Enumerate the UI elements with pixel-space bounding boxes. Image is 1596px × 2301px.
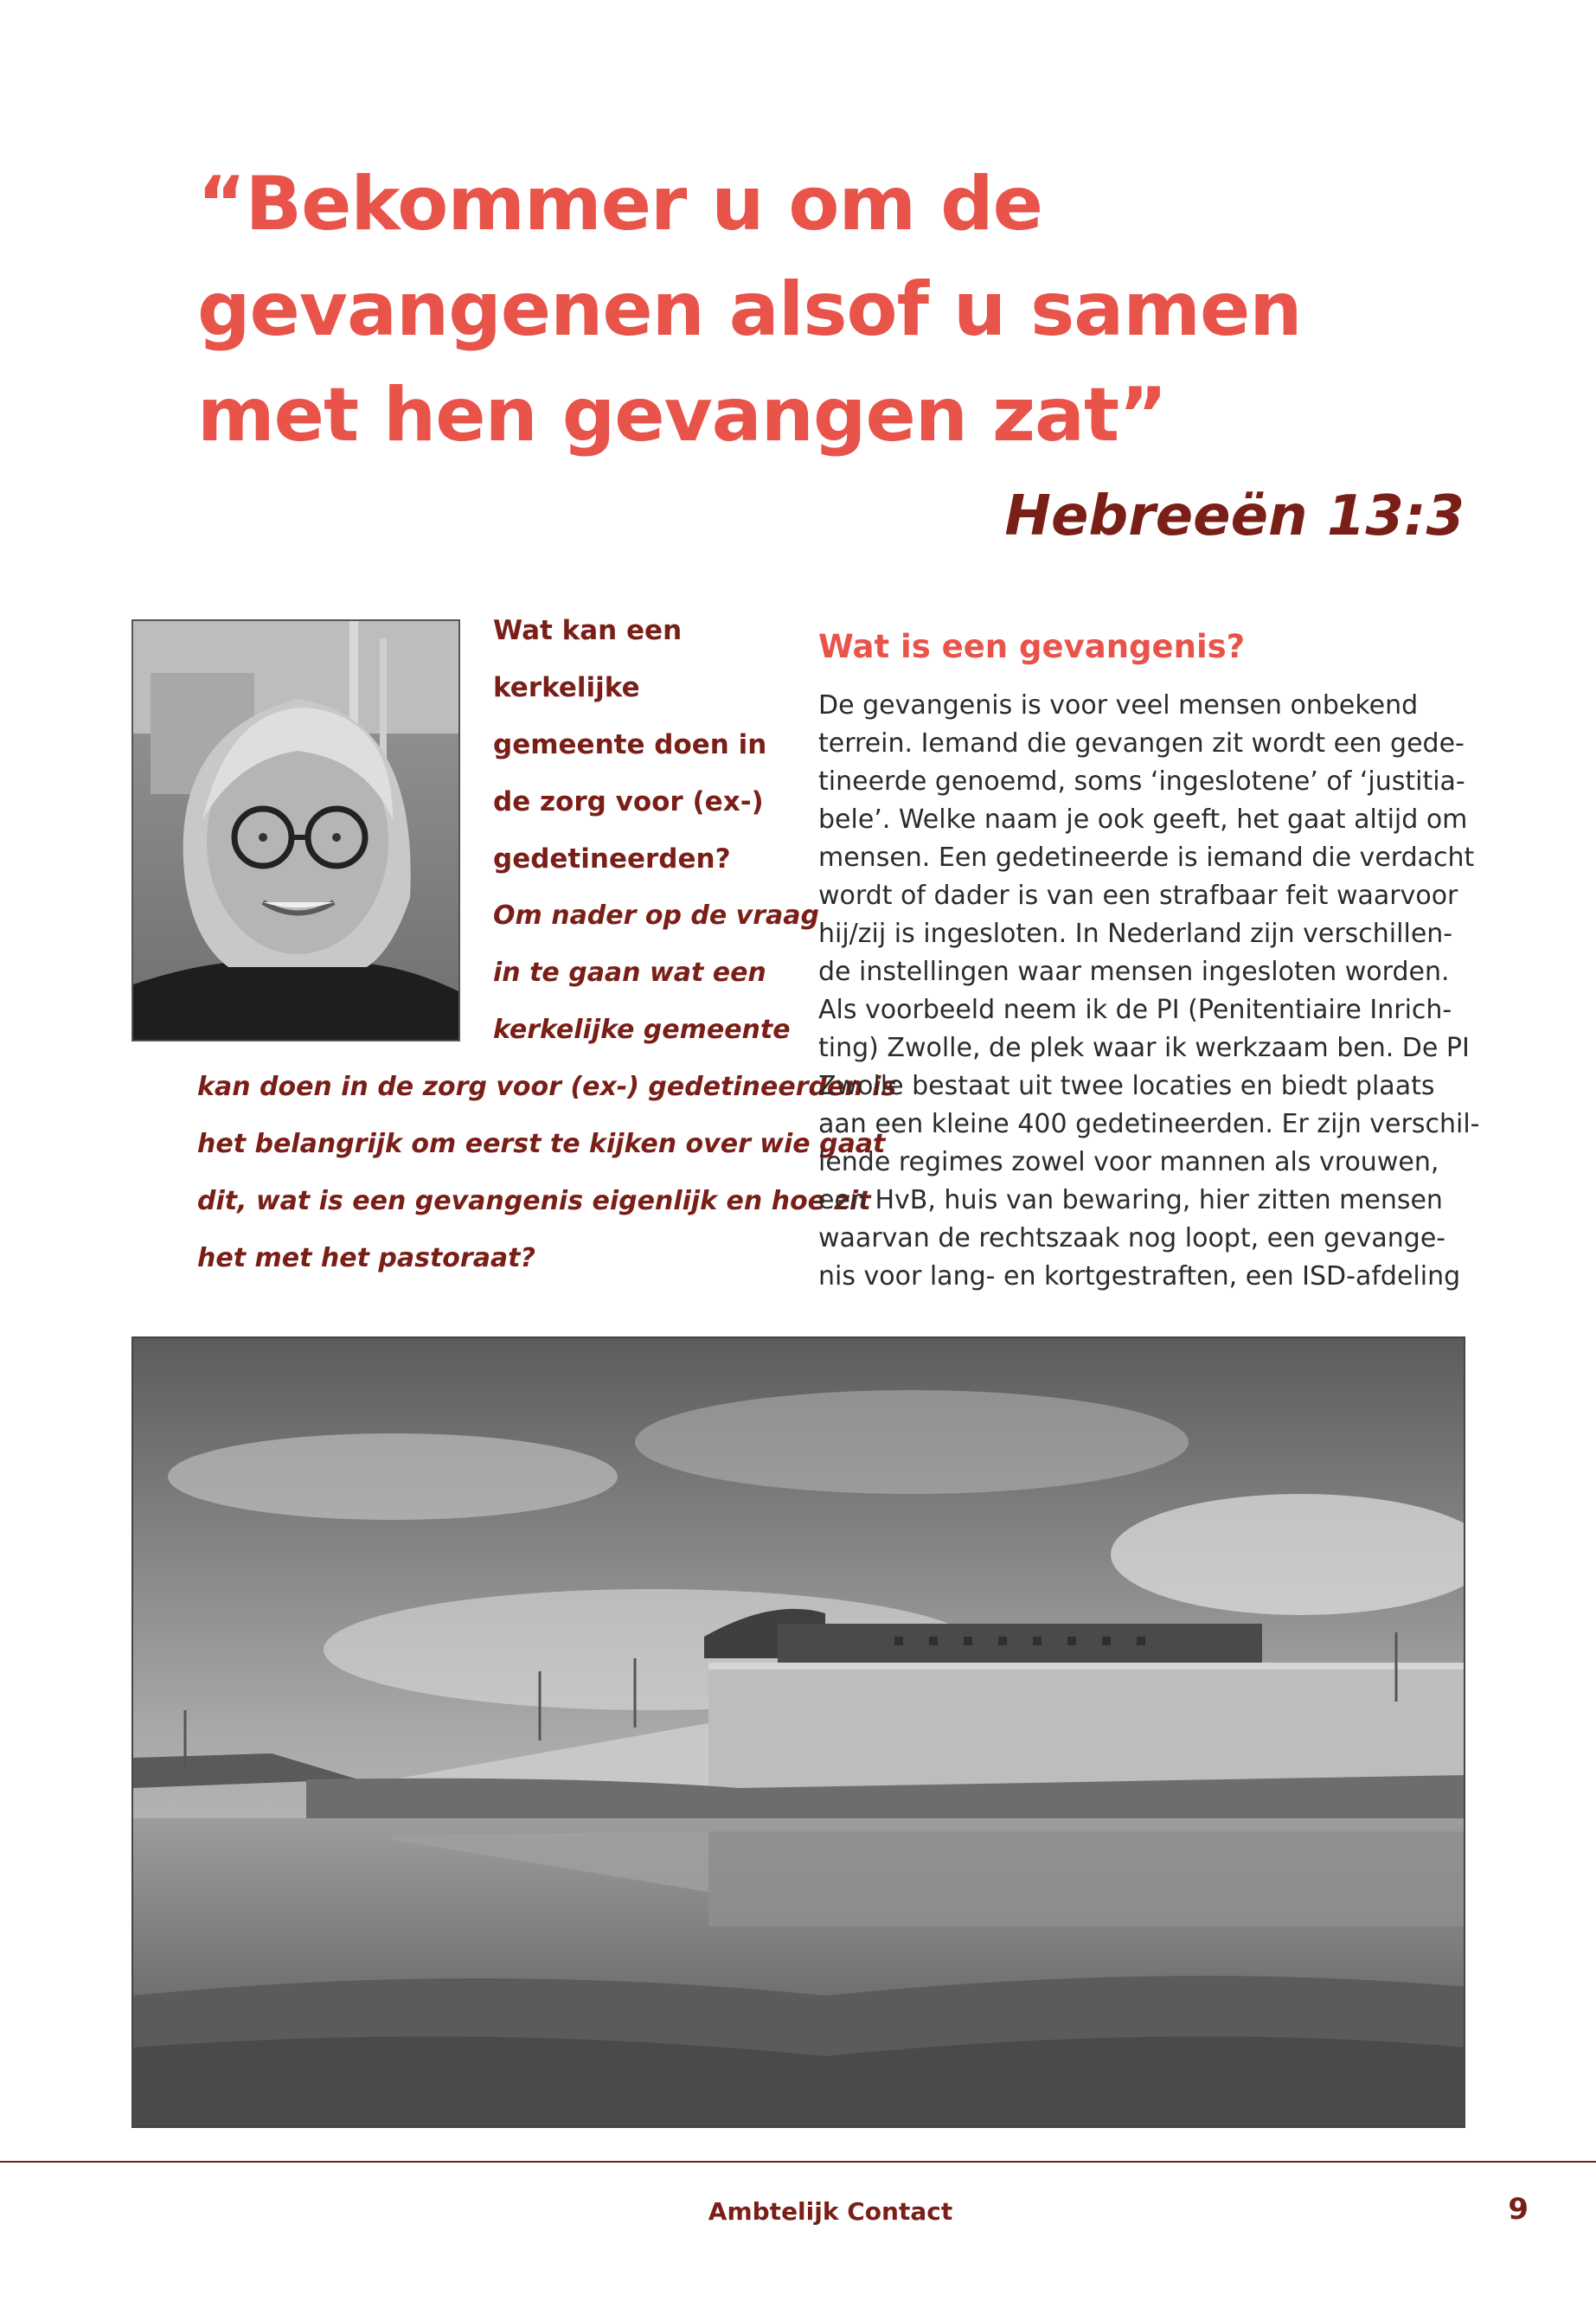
article-column — [818, 623, 1480, 1296]
intro-text-line: kan doen in de zorg voor (ex-) gedetineerden is — [197, 1072, 897, 1102]
headline-line: “Bekommer u om de — [197, 161, 1042, 247]
article-line: lende regimes zowel voor mannen als vrouwen, — [818, 1147, 1439, 1177]
intro-text-line: dit, wat is een gevangenis eigenlijk en hoe zit — [197, 1186, 871, 1216]
article-line: tineerde genoemd, soms ‘ingeslotene’ of ‘justitia- — [818, 766, 1465, 797]
bible-reference: Hebreeën 13:3 — [1004, 484, 1465, 548]
article-text — [818, 687, 1480, 1296]
headline-line: met hen gevangen zat” — [197, 372, 1167, 458]
intro-text-line: het belangrijk om eerst te kijken over wie gaat — [197, 1129, 886, 1159]
article-line: de instellingen waar mensen ingesloten worden. — [818, 957, 1450, 987]
article-line: aan een kleine 400 gedetineerden. Er zijn verschil- — [818, 1109, 1480, 1139]
article-line: mensen. Een gedetineerde is iemand die verdacht — [818, 843, 1475, 873]
intro-question-line: kerkelijke — [493, 672, 640, 703]
article-line: waarvan de rechtszaak nog loopt, een gevange- — [818, 1223, 1446, 1253]
article-line: terrein. Iemand die gevangen zit wordt een gede- — [818, 728, 1465, 759]
intro-question-line: gedetineerden? — [493, 843, 731, 875]
intro-text-line: Om nader op de vraag — [493, 901, 819, 931]
article-line: een HvB, huis van bewaring, hier zitten mensen — [818, 1185, 1443, 1215]
section-heading: Wat is een gevangenis? — [818, 628, 1246, 665]
footer-divider — [0, 2161, 1596, 2163]
intro-text-line: kerkelijke gemeente — [493, 1015, 791, 1045]
article-line: bele’. Welke naam je ook geeft, het gaat altijd om — [818, 804, 1468, 835]
article-line: ting) Zwolle, de plek waar ik werkzaam ben. De PI — [818, 1033, 1470, 1063]
intro-block — [197, 602, 897, 1287]
intro-text-line: in te gaan wat een — [493, 958, 766, 988]
intro-text-line: het met het pastoraat? — [197, 1243, 535, 1273]
article-line: Zwolle bestaat uit twee locaties en biedt plaats — [818, 1071, 1435, 1101]
prison-photo — [131, 1336, 1465, 2128]
footer-magazine-title: Ambtelijk Contact — [708, 2197, 953, 2226]
headline-quote — [197, 151, 1477, 468]
intro-question-line: de zorg voor (ex-) — [493, 786, 764, 817]
article-line: wordt of dader is van een strafbaar feit waarvoor — [818, 881, 1458, 911]
page-number: 9 — [1508, 2192, 1529, 2227]
intro-question-line: Wat kan een — [493, 615, 683, 646]
article-line: De gevangenis is voor veel mensen onbekend — [818, 690, 1419, 721]
intro-question-line: gemeente doen in — [493, 729, 767, 760]
article-line: hij/zij is ingesloten. In Nederland zijn verschillen- — [818, 919, 1453, 949]
article-line: Als voorbeeld neem ik de PI (Penitentiaire Inrich- — [818, 995, 1452, 1025]
headline-line: gevangenen alsof u samen — [197, 266, 1302, 353]
article-line: nis voor lang- en kortgestraften, een ISD-afdeling — [818, 1261, 1461, 1292]
